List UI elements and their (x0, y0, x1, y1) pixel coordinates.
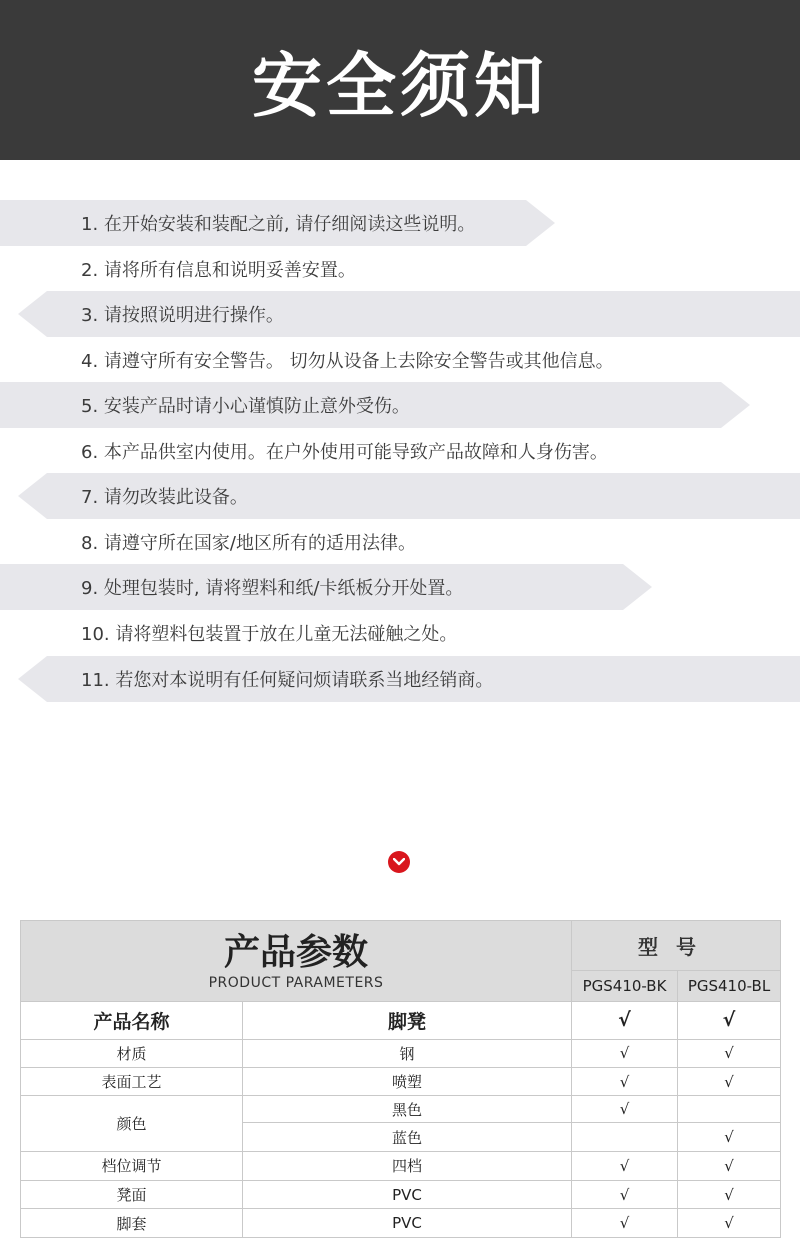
row-label: 档位调节 (21, 1152, 243, 1181)
row-value: PVC (243, 1209, 572, 1238)
rule-text: 6. 本产品供室内使用。在户外使用可能导致产品故障和人身伤害。 (81, 442, 608, 463)
rule-text: 9. 处理包装时, 请将塑料和纸/卡纸板分开处置。 (81, 578, 464, 599)
row-value: 蓝色 (243, 1123, 572, 1152)
rule-item-10 (0, 610, 800, 656)
table-row (21, 1180, 781, 1209)
row-value: 四档 (243, 1152, 572, 1181)
chevron-down-icon (388, 851, 410, 873)
row-value: 钢 (243, 1039, 572, 1068)
check-mark: √ (678, 1039, 781, 1068)
table-row (21, 1039, 781, 1068)
check-mark: √ (678, 1123, 781, 1152)
rule-text: 7. 请勿改装此设备。 (81, 487, 248, 508)
table-subtitle: PRODUCT PARAMETERS (208, 974, 384, 991)
rule-item-11 (0, 656, 800, 702)
check-mark: √ (678, 1209, 781, 1238)
row-value: 黑色 (243, 1095, 572, 1123)
parameter-table (20, 920, 781, 1238)
model-header: 型号 (638, 935, 715, 960)
check-mark: √ (572, 1209, 678, 1238)
table-row (21, 1095, 781, 1123)
model-header-cell (572, 921, 781, 971)
rule-text: 1. 在开始安装和装配之前, 请仔细阅读这些说明。 (81, 214, 476, 235)
row-label: 产品名称 (21, 1001, 243, 1039)
check-mark: √ (572, 1039, 678, 1068)
rule-item-7 (0, 473, 800, 519)
rule-item-2 (0, 246, 800, 292)
row-value: 脚凳 (243, 1001, 572, 1039)
table-row (21, 1068, 781, 1096)
rule-item-6 (0, 428, 800, 474)
check-mark: √ (572, 1180, 678, 1209)
check-mark: √ (572, 1095, 678, 1123)
table-row (21, 1001, 781, 1039)
rule-item-4 (0, 337, 800, 383)
empty-cell (572, 1123, 678, 1152)
rule-text: 8. 请遵守所在国家/地区所有的适用法律。 (81, 533, 416, 554)
rule-item-5 (0, 382, 800, 428)
row-label: 表面工艺 (21, 1068, 243, 1096)
check-mark: √ (678, 1180, 781, 1209)
table-title: 产品参数 (224, 931, 369, 973)
check-mark: √ (678, 1068, 781, 1096)
rule-text: 10. 请将塑料包装置于放在儿童无法碰触之处。 (81, 624, 458, 645)
rule-item-3 (0, 291, 800, 337)
table-row (21, 1209, 781, 1238)
model-bl: PGS410-BL (678, 971, 781, 1002)
row-label: 凳面 (21, 1180, 243, 1209)
check-mark: √ (572, 1001, 678, 1039)
row-label: 材质 (21, 1039, 243, 1068)
empty-cell (678, 1095, 781, 1123)
row-label: 脚套 (21, 1209, 243, 1238)
check-mark: √ (678, 1152, 781, 1181)
check-mark: √ (678, 1001, 781, 1039)
rule-item-8 (0, 519, 800, 565)
page-header (0, 0, 800, 160)
table-row (21, 1152, 781, 1181)
page-title: 安全须知 (252, 44, 548, 127)
check-mark: √ (572, 1152, 678, 1181)
row-value: PVC (243, 1180, 572, 1209)
rule-text: 11. 若您对本说明有任何疑问烦请联系当地经销商。 (81, 670, 494, 691)
rule-text: 2. 请将所有信息和说明妥善安置。 (81, 260, 356, 281)
row-label: 颜色 (21, 1095, 243, 1151)
row-value: 喷塑 (243, 1068, 572, 1096)
table-title-cell (21, 921, 572, 1002)
rule-item-1 (0, 200, 800, 246)
model-bk: PGS410-BK (572, 971, 678, 1002)
check-mark: √ (572, 1068, 678, 1096)
rule-item-9 (0, 564, 800, 610)
rule-text: 4. 请遵守所有安全警告。 切勿从设备上去除安全警告或其他信息。 (81, 351, 614, 372)
rule-text: 3. 请按照说明进行操作。 (81, 305, 284, 326)
rule-text: 5. 安装产品时请小心谨慎防止意外受伤。 (81, 396, 410, 417)
